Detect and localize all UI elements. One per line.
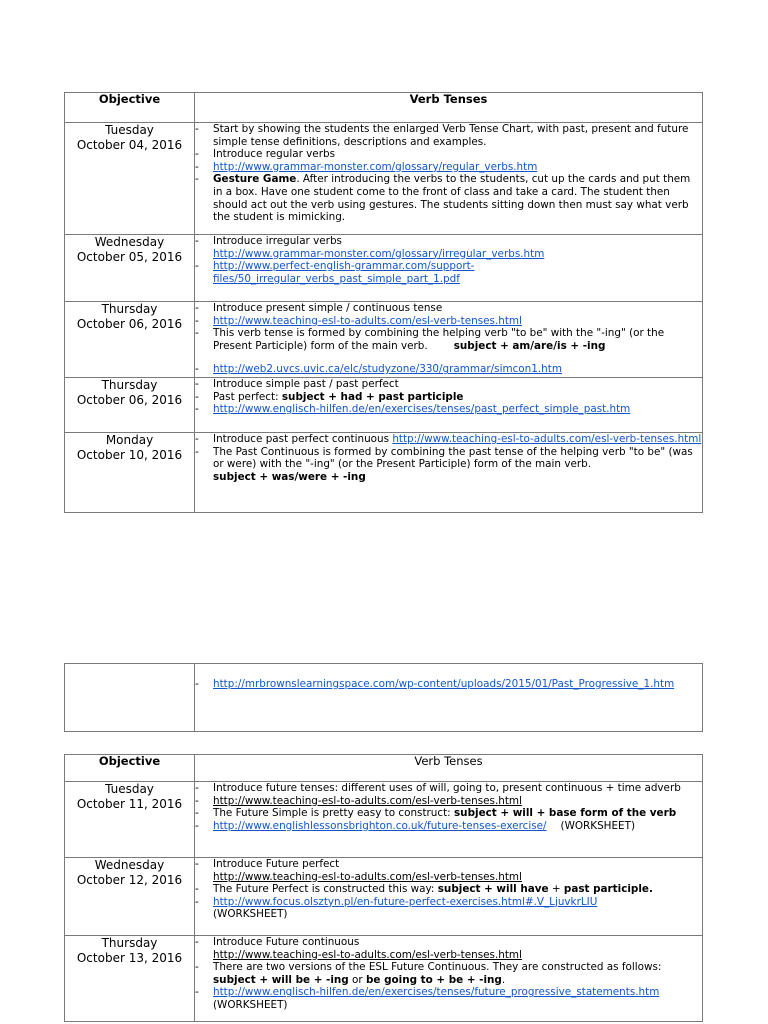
list-item: - Start by showing the students the enlarged Verb Tense Chart, with past, present and future simple tense definitions, descriptions and examples. <box>195 123 702 148</box>
lesson-plan-table-3 <box>64 754 703 1022</box>
content-cell <box>195 235 703 302</box>
irregular-verbs-link[interactable]: http://www.grammar-monster.com/glossary/irregular_verbs.htm <box>213 247 545 260</box>
list-item <box>195 883 702 896</box>
item-text: Introduce past perfect continuous <box>213 433 393 445</box>
lesson-plan-table-2 <box>64 663 703 732</box>
future-perfect-link[interactable]: http://www.focus.olsztyn.pl/en-future-perfect-exercises.html#.V_LjuvkrLIU <box>213 895 598 908</box>
date-label: October 10, 2016 <box>76 448 183 462</box>
list-item: - Introduce simple past / past perfect <box>195 378 702 391</box>
formula-text: past participle. <box>563 883 653 896</box>
date-label: October 12, 2016 <box>76 873 183 887</box>
formula-text: be going to + be + -ing <box>365 973 502 986</box>
day-label: Tuesday <box>105 123 154 137</box>
content-cell <box>195 378 703 433</box>
item-text: Past perfect: <box>213 390 282 403</box>
list-item <box>195 446 702 484</box>
gesture-game-label: Gesture Game <box>213 173 297 186</box>
worksheet-note: (WORKSHEET) <box>213 998 288 1011</box>
objective-header: Objective <box>65 755 195 782</box>
list-item <box>195 896 702 921</box>
list-item <box>195 433 702 446</box>
content-cell <box>195 664 703 732</box>
table-row <box>65 433 703 513</box>
day-label: Wednesday <box>94 235 165 249</box>
plus-text: + <box>548 883 564 896</box>
formula-text: subject + will + base form of the verb <box>454 807 677 820</box>
topic-header: Verb Tenses <box>195 755 703 782</box>
date-label: October 05, 2016 <box>76 250 183 264</box>
lesson-plan-table-1 <box>64 92 703 513</box>
past-progressive-link[interactable]: http://mrbrownslearningspace.com/wp-content/uploads/2015/01/Past_Progressive_1.htm <box>213 678 675 690</box>
regular-verbs-link[interactable]: http://www.grammar-monster.com/glossary/regular_verbs.htm <box>213 160 538 173</box>
table-header-row <box>65 755 703 782</box>
past-perfect-link[interactable]: http://www.englisch-hilfen.de/en/exercises/tenses/past_perfect_simple_past.htm <box>213 403 631 416</box>
table-row <box>65 858 703 936</box>
future-progressive-link[interactable]: http://www.englisch-hilfen.de/en/exercises/tenses/future_progressive_statements.htm <box>213 986 660 999</box>
date-label: October 13, 2016 <box>76 951 183 965</box>
date-cell <box>65 378 195 433</box>
worksheet-note: (WORKSHEET) <box>560 819 636 832</box>
irregular-verbs-pdf-link[interactable]: http://www.perfect-english-grammar.com/support-files/50_irregular_verbs_past_simple_part_1.pdf <box>213 260 475 285</box>
list-item <box>195 235 702 260</box>
list-item <box>195 678 702 691</box>
list-item <box>195 161 702 174</box>
date-cell <box>65 235 195 302</box>
content-cell <box>195 123 703 235</box>
list-item <box>195 936 702 961</box>
item-text: The Future Perfect is constructed this way: <box>213 883 438 896</box>
content-cell <box>195 936 703 1022</box>
content-cell <box>195 433 703 513</box>
table-row <box>65 123 703 235</box>
list-item <box>195 315 702 328</box>
day-label: Monday <box>105 433 154 447</box>
content-cell <box>195 782 703 858</box>
list-item <box>195 260 702 285</box>
esl-verb-tenses-link[interactable]: http://www.teaching-esl-to-adults.com/esl-verb-tenses.html <box>213 948 522 961</box>
future-tenses-link[interactable]: http://www.englishlessonsbrighton.co.uk/future-tenses-exercise/ <box>213 819 547 832</box>
day-label: Thursday <box>101 378 158 392</box>
item-text: This verb tense is formed by combining the helping verb "to be" with the "-ing" (or the Present Participle) form of the main verb. <box>213 327 665 352</box>
table-row <box>65 235 703 302</box>
list-item: - Introduce present simple / continuous tense <box>195 302 702 315</box>
table-row <box>65 936 703 1022</box>
date-cell <box>65 936 195 1022</box>
list-item <box>195 173 702 223</box>
table-row <box>65 302 703 378</box>
spacer <box>195 352 702 363</box>
date-label: October 11, 2016 <box>76 797 183 811</box>
formula-text: subject + am/are/is + -ing <box>453 339 606 352</box>
esl-verb-tenses-link[interactable]: http://www.teaching-esl-to-adults.com/esl-verb-tenses.html <box>213 870 522 883</box>
date-cell <box>65 302 195 378</box>
list-item <box>195 795 702 808</box>
or-text: or <box>348 973 366 986</box>
date-label: October 04, 2016 <box>76 138 183 152</box>
esl-verb-tenses-link[interactable]: http://www.teaching-esl-to-adults.com/esl-verb-tenses.html <box>213 314 522 327</box>
date-label: October 06, 2016 <box>76 393 183 407</box>
day-label: Thursday <box>101 936 158 950</box>
list-item <box>195 363 702 376</box>
topic-header: Verb Tenses <box>195 93 703 123</box>
day-label: Wednesday <box>94 858 165 872</box>
period-text: . <box>501 973 506 986</box>
esl-verb-tenses-link[interactable]: http://www.teaching-esl-to-adults.com/esl-verb-tenses.html <box>213 794 522 807</box>
item-text: Introduce Future continuous <box>213 936 360 948</box>
date-cell <box>65 433 195 513</box>
formula-text: subject + was/were + -ing <box>213 470 366 483</box>
date-cell <box>65 123 195 235</box>
content-cell <box>195 858 703 936</box>
list-item <box>195 327 702 352</box>
empty-date-cell <box>65 664 195 732</box>
formula-text: subject + will have <box>437 883 549 896</box>
table-row <box>65 782 703 858</box>
table-row <box>65 378 703 433</box>
list-item <box>195 858 702 883</box>
date-cell <box>65 858 195 936</box>
formula-text: subject + will be + -ing <box>213 973 349 986</box>
list-item <box>195 403 702 416</box>
item-text: The Past Continuous is formed by combining the past tense of the helping verb "to be" (was or were) with the "-ing" (or the Present Participle) form of the main verb. <box>213 445 693 471</box>
objective-header: Objective <box>65 93 195 123</box>
day-label: Thursday <box>101 302 158 316</box>
item-text: There are two versions of the ESL Future Continuous. They are constructed as follows: <box>213 961 662 974</box>
list-item <box>195 807 702 820</box>
table-row <box>65 664 703 732</box>
item-text: Introduce Future perfect <box>213 858 340 870</box>
list-item: - Introduce regular verbs <box>195 148 702 161</box>
worksheet-note: (WORKSHEET) <box>213 908 288 921</box>
item-text: Introduce irregular verbs <box>213 235 342 247</box>
formula-text: subject + had + past participle <box>281 390 464 403</box>
list-item: - Introduce future tenses: different uses of will, going to, present continuous + time adverb <box>195 782 702 795</box>
table-header-row <box>65 93 703 123</box>
esl-verb-tenses-link[interactable]: http://www.teaching-esl-to-adults.com/esl-verb-tenses.html <box>392 433 702 445</box>
list-item <box>195 391 702 404</box>
date-label: October 06, 2016 <box>76 317 183 331</box>
list-item <box>195 986 702 1011</box>
list-item <box>195 961 702 986</box>
item-text: The Future Simple is pretty easy to construct: <box>213 807 454 820</box>
content-cell <box>195 302 703 378</box>
date-cell <box>65 782 195 858</box>
gesture-game-text: . After introducing the verbs to the students, cut up the cards and put them in a box. Have one student come to the front of class and take a card. The student then should act out the verb using gestures. The students sitting down then must say what verb the student is mimicking. <box>213 173 691 224</box>
list-item <box>195 820 702 833</box>
day-label: Tuesday <box>105 782 154 796</box>
simcon-link[interactable]: http://web2.uvcs.uvic.ca/elc/studyzone/330/grammar/simcon1.htm <box>213 363 562 376</box>
